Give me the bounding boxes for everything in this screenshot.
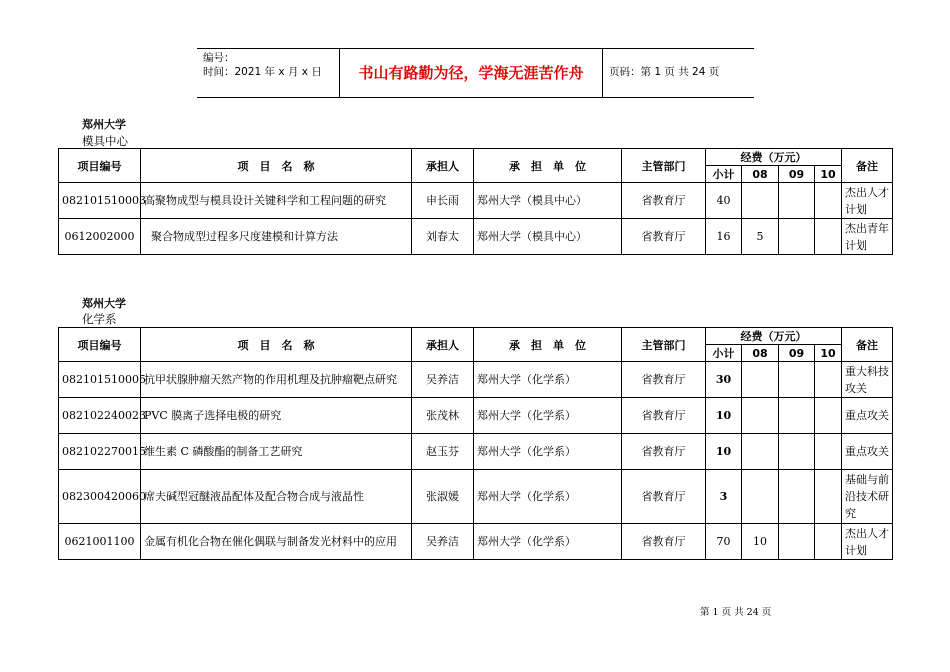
col-remark: 备注: [842, 328, 893, 362]
cell-remark: 重点攻关: [842, 398, 893, 434]
cell-name: 高聚物成型与模具设计关键科学和工程问题的研究: [141, 183, 412, 219]
cell-08: [742, 183, 779, 219]
col-subtotal: 小计: [706, 345, 742, 362]
cell-08: [742, 362, 779, 398]
cell-name: 聚合物成型过程多尺度建模和计算方法: [141, 219, 412, 255]
table-row: [59, 183, 893, 219]
col-leader: 承担人: [412, 328, 474, 362]
cell-id: 0612002000: [59, 219, 141, 255]
cell-08: [742, 398, 779, 434]
time-label: 时间：2021 年 x 月 x 日: [203, 66, 322, 78]
cell-name: PVC 膜离子选择电极的研究: [141, 398, 412, 434]
cell-dept: 省教育厅: [622, 183, 706, 219]
col-funding: 经费（万元）: [706, 149, 842, 166]
cell-09: [779, 398, 815, 434]
cell-id: 0621001100: [59, 524, 141, 560]
section2-table: [58, 327, 893, 560]
cell-subtotal: 3: [706, 470, 742, 524]
cell-09: [779, 362, 815, 398]
cell-unit: 郑州大学（化学系）: [474, 362, 622, 398]
header-meta: [197, 49, 340, 97]
cell-08: 5: [742, 219, 779, 255]
cell-subtotal: 10: [706, 434, 742, 470]
cell-id: 082101510003: [59, 183, 141, 219]
section2-dept: 化学系: [82, 312, 117, 326]
col-id: 项目编号: [59, 328, 141, 362]
cell-dept: 省教育厅: [622, 470, 706, 524]
cell-dept: 省教育厅: [622, 362, 706, 398]
col-08: 08: [742, 345, 779, 362]
col-remark: 备注: [842, 149, 893, 183]
col-10: 10: [815, 345, 842, 362]
header-page-cell: [603, 49, 754, 97]
cell-unit: 郑州大学（化学系）: [474, 434, 622, 470]
cell-09: [779, 524, 815, 560]
col-dept: 主管部门: [622, 328, 706, 362]
cell-leader: 吴养洁: [412, 524, 474, 560]
motto: 书山有路勤为径，学海无涯苦作舟: [358, 64, 584, 82]
cell-name: 金属有机化合物在催化偶联与制备发光材料中的应用: [141, 524, 412, 560]
cell-unit: 郑州大学（化学系）: [474, 470, 622, 524]
cell-leader: 刘春太: [412, 219, 474, 255]
page-label: 页码：第 1 页 共 24 页: [609, 66, 720, 78]
col-10: 10: [815, 166, 842, 183]
cell-leader: 赵玉芬: [412, 434, 474, 470]
col-unit: 承 担 单 位: [474, 328, 622, 362]
header-motto-cell: [340, 49, 603, 97]
cell-remark: 杰出人才计划: [842, 183, 893, 219]
cell-10: [815, 524, 842, 560]
cell-name: 席夫碱型冠醚液晶配体及配合物合成与液晶性: [141, 470, 412, 524]
cell-unit: 郑州大学（模具中心）: [474, 183, 622, 219]
table-row: [59, 470, 893, 524]
cell-08: 10: [742, 524, 779, 560]
section2-org: 郑州大学: [82, 297, 126, 310]
cell-name: 抗甲状腺肿瘤天然产物的作用机理及抗肿瘤靶点研究: [141, 362, 412, 398]
section1-dept: 模具中心: [82, 134, 128, 148]
page-footer: 第 1 页 共 24 页: [700, 607, 772, 618]
col-unit: 承 担 单 位: [474, 149, 622, 183]
table-row: [59, 524, 893, 560]
table-row: [59, 362, 893, 398]
table-row: [59, 434, 893, 470]
cell-leader: 张淑媛: [412, 470, 474, 524]
col-funding: 经费（万元）: [706, 328, 842, 345]
cell-dept: 省教育厅: [622, 434, 706, 470]
cell-subtotal: 40: [706, 183, 742, 219]
cell-id: 082102240023: [59, 398, 141, 434]
cell-10: [815, 183, 842, 219]
cell-10: [815, 362, 842, 398]
table-row: [59, 219, 893, 255]
cell-remark: 杰出青年计划: [842, 219, 893, 255]
cell-id: 082300420060: [59, 470, 141, 524]
number-label: 编号：: [203, 52, 235, 64]
cell-09: [779, 434, 815, 470]
col-name: 项 目 名 称: [141, 149, 412, 183]
cell-dept: 省教育厅: [622, 524, 706, 560]
section1-org: 郑州大学: [82, 118, 126, 131]
cell-leader: 申长雨: [412, 183, 474, 219]
cell-08: [742, 470, 779, 524]
cell-remark: 重大科技攻关: [842, 362, 893, 398]
section1-table: [58, 148, 893, 255]
col-09: 09: [779, 166, 815, 183]
cell-09: [779, 219, 815, 255]
cell-id: 082102270015: [59, 434, 141, 470]
cell-subtotal: 10: [706, 398, 742, 434]
cell-remark: 基础与前沿技术研究: [842, 470, 893, 524]
cell-unit: 郑州大学（化学系）: [474, 524, 622, 560]
cell-08: [742, 434, 779, 470]
cell-id: 082101510005: [59, 362, 141, 398]
col-dept: 主管部门: [622, 149, 706, 183]
cell-name: 维生素 C 磷酸酯的制备工艺研究: [141, 434, 412, 470]
cell-dept: 省教育厅: [622, 219, 706, 255]
cell-leader: 张茂林: [412, 398, 474, 434]
cell-subtotal: 70: [706, 524, 742, 560]
cell-10: [815, 398, 842, 434]
cell-remark: 杰出人才计划: [842, 524, 893, 560]
cell-unit: 郑州大学（模具中心）: [474, 219, 622, 255]
cell-subtotal: 16: [706, 219, 742, 255]
cell-unit: 郑州大学（化学系）: [474, 398, 622, 434]
col-leader: 承担人: [412, 149, 474, 183]
col-name: 项 目 名 称: [141, 328, 412, 362]
cell-09: [779, 183, 815, 219]
table-row: [59, 398, 893, 434]
cell-remark: 重点攻关: [842, 434, 893, 470]
col-subtotal: 小计: [706, 166, 742, 183]
col-08: 08: [742, 166, 779, 183]
col-09: 09: [779, 345, 815, 362]
cell-10: [815, 219, 842, 255]
cell-10: [815, 470, 842, 524]
cell-leader: 吴养洁: [412, 362, 474, 398]
col-id: 项目编号: [59, 149, 141, 183]
cell-subtotal: 30: [706, 362, 742, 398]
cell-09: [779, 470, 815, 524]
cell-10: [815, 434, 842, 470]
document-header: [197, 48, 754, 98]
cell-dept: 省教育厅: [622, 398, 706, 434]
